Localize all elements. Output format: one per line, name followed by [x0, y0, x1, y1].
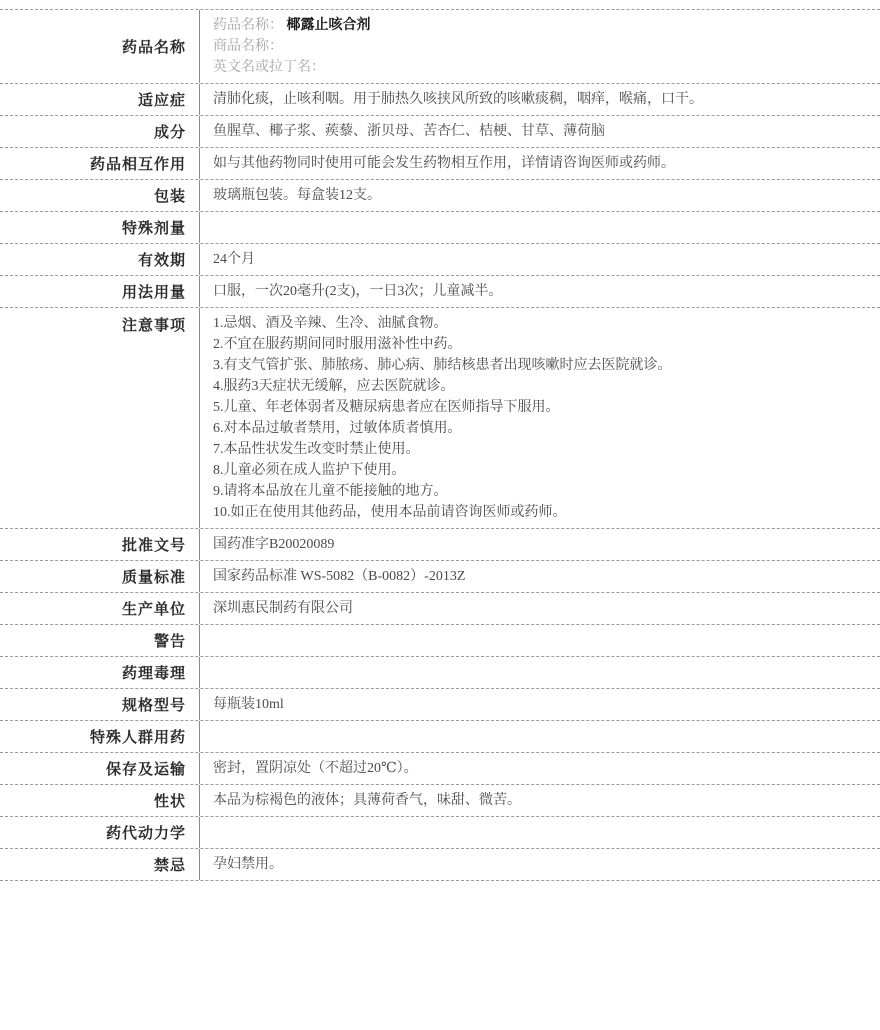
table-row-contraindications	[0, 849, 880, 881]
row-content	[200, 625, 880, 656]
row-label: 生产单位	[0, 593, 200, 624]
content-line: 9.请将本品放在儿童不能接触的地方。	[213, 484, 448, 499]
row-content	[200, 84, 880, 115]
row-label: 禁忌	[0, 849, 200, 880]
table-row-quality-standard	[0, 561, 880, 593]
row-content	[200, 276, 880, 307]
row-label: 规格型号	[0, 689, 200, 720]
row-label: 注意事项	[0, 308, 200, 528]
table-row-indications	[0, 84, 880, 116]
table-row-packaging	[0, 180, 880, 212]
row-label: 批准文号	[0, 529, 200, 560]
content-line: 7.本品性状发生改变时禁止使用。	[213, 442, 420, 457]
field-label: 英文名或拉丁名：	[213, 60, 325, 75]
table-row-special-populations	[0, 721, 880, 753]
table-row-shelf-life	[0, 244, 880, 276]
row-content	[200, 529, 880, 560]
row-content	[200, 561, 880, 592]
row-label: 特殊剂量	[0, 212, 200, 243]
content-line: 3.有支气管扩张、肺脓疡、肺心病、肺结核患者出现咳嗽时应去医院就诊。	[213, 358, 672, 373]
content-line: 密封，置阴凉处（不超过20℃）。	[213, 761, 418, 776]
content-line: 5.儿童、年老体弱者及糖尿病患者应在医师指导下服用。	[213, 400, 560, 415]
field-label: 药品名称：	[213, 18, 283, 33]
drug-name-value: 椰露止咳合剂	[283, 18, 371, 33]
content-line: 如与其他药物同时使用可能会发生药物相互作用，详情请咨询医师或药师。	[213, 156, 675, 171]
row-content	[200, 721, 880, 752]
row-content	[200, 849, 880, 880]
content-line: 口服，一次20毫升(2支)，一日3次；儿童减半。	[213, 284, 503, 299]
row-label: 保存及运输	[0, 753, 200, 784]
content-line: 1.忌烟、酒及辛辣、生冷、油腻食物。	[213, 316, 448, 331]
drug-name-line	[213, 57, 868, 78]
content-line: 孕妇禁用。	[213, 857, 283, 872]
row-content	[200, 116, 880, 147]
content-line: 国家药品标准 WS-5082（B-0082）-2013Z	[213, 569, 466, 584]
content-line: 国药准字B20020089	[213, 537, 335, 552]
content-line: 2.不宜在服药期间同时服用滋补性中药。	[213, 337, 462, 352]
row-label: 药品名称	[0, 10, 200, 83]
row-content	[200, 308, 880, 528]
row-content	[200, 180, 880, 211]
row-content	[200, 244, 880, 275]
table-row-approval-number	[0, 529, 880, 561]
field-label: 商品名称：	[213, 39, 283, 54]
content-line: 鱼腥草、椰子浆、蒺藜、浙贝母、苦杏仁、桔梗、甘草、薄荷脑	[213, 124, 605, 139]
table-row-special-dosage	[0, 212, 880, 244]
content-line: 4.服药3天症状无缓解，应去医院就诊。	[213, 379, 455, 394]
row-content	[200, 785, 880, 816]
table-row-specification	[0, 689, 880, 721]
table-row-pharmacokinetics	[0, 817, 880, 849]
content-line: 8.儿童必须在成人监护下使用。	[213, 463, 406, 478]
row-content	[200, 753, 880, 784]
table-row-appearance	[0, 785, 880, 817]
drug-name-line	[213, 15, 868, 36]
content-line: 清肺化痰，止咳利咽。用于肺热久咳挟风所致的咳嗽痰稠，咽痒，喉痛，口干。	[213, 92, 703, 107]
table-row-drug-name	[0, 10, 880, 84]
row-label: 用法用量	[0, 276, 200, 307]
content-line: 深圳惠民制药有限公司	[213, 601, 353, 616]
row-content	[200, 148, 880, 179]
row-label: 有效期	[0, 244, 200, 275]
content-line: 10.如正在使用其他药品，使用本品前请咨询医师或药师。	[213, 505, 567, 520]
row-content	[200, 10, 880, 83]
table-row-precautions	[0, 308, 880, 529]
row-content	[200, 817, 880, 848]
row-content	[200, 657, 880, 688]
drug-info-table	[0, 9, 880, 881]
table-row-drug-interactions	[0, 148, 880, 180]
table-row-pharmacology-toxicology	[0, 657, 880, 689]
row-label: 药理毒理	[0, 657, 200, 688]
row-content	[200, 212, 880, 243]
row-content	[200, 593, 880, 624]
table-row-dosage-usage	[0, 276, 880, 308]
content-line: 每瓶装10ml	[213, 697, 284, 712]
table-row-storage-transport	[0, 753, 880, 785]
table-row-warning	[0, 625, 880, 657]
content-line: 玻璃瓶包装。每盒装12支。	[213, 188, 381, 203]
table-row-ingredients	[0, 116, 880, 148]
table-row-manufacturer	[0, 593, 880, 625]
row-content	[200, 689, 880, 720]
row-label: 质量标准	[0, 561, 200, 592]
row-label: 适应症	[0, 84, 200, 115]
content-line: 6.对本品过敏者禁用，过敏体质者慎用。	[213, 421, 462, 436]
row-label: 药代动力学	[0, 817, 200, 848]
row-label: 性状	[0, 785, 200, 816]
row-label: 包装	[0, 180, 200, 211]
content-line: 24个月	[213, 252, 255, 267]
row-label: 特殊人群用药	[0, 721, 200, 752]
row-label: 成分	[0, 116, 200, 147]
row-label: 警告	[0, 625, 200, 656]
drug-name-line	[213, 36, 868, 57]
row-label: 药品相互作用	[0, 148, 200, 179]
content-line: 本品为棕褐色的液体；具薄荷香气，味甜、微苦。	[213, 793, 521, 808]
